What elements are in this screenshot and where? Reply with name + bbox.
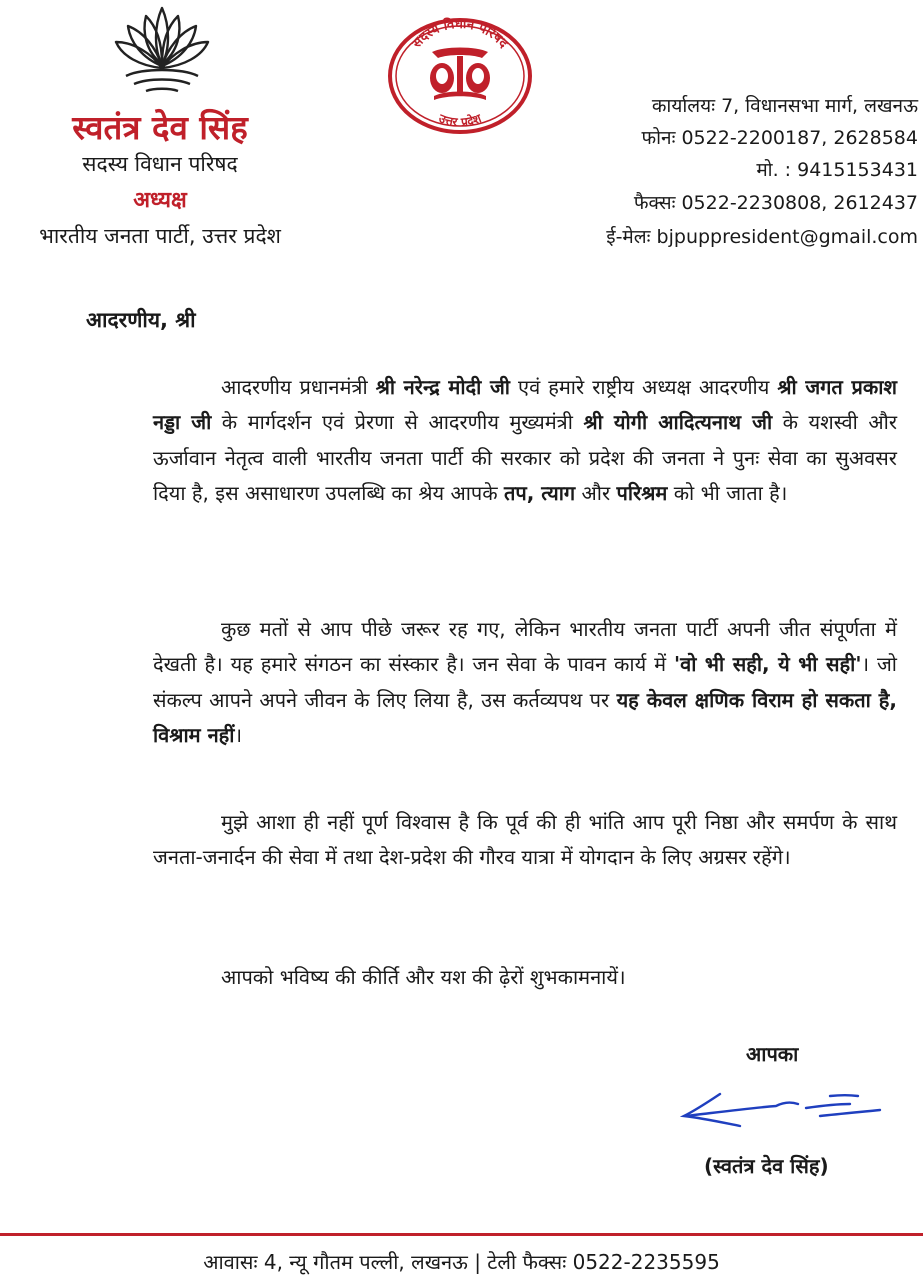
body-text: मुझे आशा ही नहीं पूर्ण विश्वास है कि पूर्व की ही भांति आप पूरी निष्ठा और समर्पण के साथ जनता-जनार्दन की सेवा में तथा देश-प्रदेश की गौरव यात्रा में योगदान के लिए अग्रसर रहेंगे।	[153, 810, 897, 870]
closing: आपका	[746, 1042, 799, 1066]
body-text: के मार्गदर्शन एवं प्रेरणा से आदरणीय मुख्यमंत्री	[211, 410, 584, 435]
email-address: ई-मेलः bjpuppresident@gmail.com	[606, 226, 918, 248]
body-text: आपको भविष्य की कीर्ति और यश की ढ़ेरों शुभकामनायें।	[221, 965, 626, 989]
body-text: एवं हमारे राष्ट्रीय अध्यक्ष आदरणीय	[509, 375, 778, 399]
paragraph-2	[153, 612, 897, 753]
mobile-number: मो. : 9415153431	[756, 159, 918, 181]
salutation: आदरणीय, श्री	[86, 308, 196, 332]
emphasis-text: तप, त्याग	[503, 480, 576, 505]
office-address: कार्यालयः 7, विधानसभा मार्ग, लखनऊ	[651, 95, 918, 117]
svg-text:सदस्य विधान परिषद: सदस्य विधान परिषद	[409, 16, 511, 52]
paragraph-1	[153, 370, 897, 511]
residence-address-footer: आवासः 4, न्यू गौतम पल्ली, लखनऊ | टेली फैक्सः 0522-2235595	[203, 1250, 720, 1274]
body-text: आदरणीय प्रधानमंत्री	[221, 375, 376, 399]
body-text: के यशस्वी और ऊर्जावान नेतृत्व वाली भारतीय जनता पार्टी की सरकार को प्रदेश की जनता ने पुनः सेवा का सुअवसर दिया है, इस असाधारण उपलब्धि का श्रेय आपके	[153, 410, 897, 505]
emphasis-text: श्री योगी आदित्यनाथ जी	[583, 410, 773, 435]
emphasis-text: श्री जगत प्रकाश नड्डा जी	[153, 375, 897, 435]
member-name: स्वतंत्र देव सिंह	[72, 108, 248, 147]
body-text: । जो संकल्प आपने अपने जीवन के लिए लिया है, उस कर्तव्यपथ पर	[153, 652, 897, 712]
fax-numbers: फैक्सः 0522-2230808, 2612437	[633, 192, 918, 214]
emphasis-text: श्री नरेन्द्र मोदी जी	[375, 375, 510, 399]
body-text: ।	[234, 722, 243, 747]
emphasis-text: 'वो भी सही, ये भी सही'	[673, 652, 862, 677]
legislative-council-seal	[386, 16, 534, 134]
body-text: कुछ मतों से आप पीछे जरूर रह गए, लेकिन भारतीय जनता पार्टी अपनी जीत संपूर्णता में देखती है। यह हमारे संगठन का संस्कार है। जन सेवा के पावन कार्य में	[153, 617, 897, 677]
body-text: और	[575, 480, 617, 505]
phone-numbers: फोनः 0522-2200187, 2628584	[641, 127, 918, 149]
emphasis-text: यह केवल क्षणिक विराम हो सकता है, विश्राम नहीं	[153, 687, 897, 747]
paragraph-4	[153, 960, 897, 995]
bjp-lotus-logo	[112, 2, 212, 94]
body-text: को भी जाता है।	[667, 480, 788, 505]
paragraph-3	[153, 805, 897, 876]
party-name: भारतीय जनता पार्टी, उत्तर प्रदेश	[39, 224, 281, 248]
member-designation: सदस्य विधान परिषद	[82, 152, 238, 176]
signature	[680, 1086, 890, 1136]
role-title: अध्यक्ष	[133, 188, 187, 213]
svg-text:उत्तर प्रदेश: उत्तर प्रदेश	[436, 111, 484, 130]
emphasis-text: परिश्रम	[616, 480, 668, 505]
signatory-name: (स्वतंत्र देव सिंह)	[704, 1154, 829, 1178]
footer-divider	[0, 1233, 923, 1236]
